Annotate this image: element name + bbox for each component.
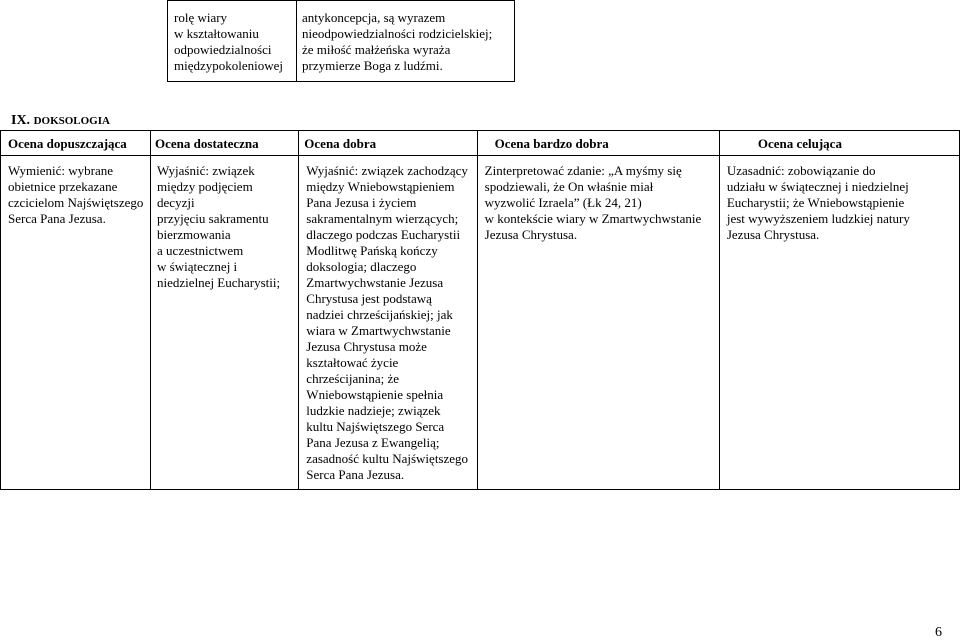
header-grade-good: Ocena dobra: [299, 131, 477, 156]
section-number: IX.: [11, 113, 31, 128]
header-grade-excellent: Ocena celująca: [719, 131, 959, 156]
header-grade-sufficient: Ocena dopuszczająca: [1, 131, 151, 156]
table-row: [168, 1, 515, 82]
cell-grade-sufficient: [1, 156, 151, 490]
cell-text: Zinterpretować zdanie: „A myśmy się spodziewali, że On właśnie miał wyzwolić Izraela” (Łk 24, 21) w kontekście wiary w Zmartwychwstanie Jezusa Chrystusa.: [484, 163, 702, 242]
page-number: 6: [935, 625, 942, 640]
table-row: [1, 156, 960, 490]
section-title: DOKSOLOGIA: [33, 115, 110, 127]
section-heading: [11, 113, 110, 129]
cell-grade-good: [299, 156, 477, 490]
top-left-cell: [168, 1, 297, 82]
cell-text: Wymienić: wybrane obietnice przekazane czcicielom Najświętszego Serca Pana Jezusa.: [8, 163, 144, 226]
top-left-text: rolę wiary w kształtowaniu odpowiedzialności międzypokoleniowej: [174, 10, 284, 73]
cell-text: Uzasadnić: zobowiązanie do udziału w świątecznej i niedzielnej Eucharystii; że Wniebowstąpienie jest wywyższeniem ludzkiej natury Jezusa Chrystusa.: [726, 163, 910, 242]
cell-grade-excellent: [719, 156, 959, 490]
top-right-text: antykoncepcja, są wyrazem nieodpowiedzialności rodzicielskiej; że miłość małżeńska wyraża przymierze Boga z ludźmi.: [302, 10, 493, 73]
previous-section-continuation-table: [167, 0, 515, 82]
cell-grade-satisfactory: [151, 156, 299, 490]
header-grade-satisfactory: Ocena dostateczna: [151, 131, 299, 156]
cell-text: Wyjaśnić: związek między podjęciem decyzji przyjęciu sakramentu bierzmowania a uczestnictwem w świątecznej i niedzielnej Eucharystii;: [157, 163, 281, 290]
top-right-cell: [297, 1, 515, 82]
header-grade-very-good: Ocena bardzo dobra: [477, 131, 719, 156]
cell-grade-very-good: [477, 156, 719, 490]
grading-requirements-table: [0, 130, 960, 490]
table-header-row: [1, 131, 960, 156]
cell-text: Wyjaśnić: związek zachodzący między Wniebowstąpieniem Pana Jezusa i życiem sakramentalnym wierzących; dlaczego podczas Eucharystii Modlitwę Pańską kończy doksologia; dlaczego Zmartwychwstanie Jezusa Chrystusa jest podstawą nadziei chrześcijańskiej; jak wiara w Zmartwychwstanie Jezusa Chrystusa może kształtować życie chrześcijanina; że Wniebowstąpienie spełnia ludzkie nadzieje; związek kultu Najświętszego Serca Pana Jezusa z Ewangelią; zasadność kultu Najświętszego Serca Pana Jezusa.: [306, 163, 469, 482]
